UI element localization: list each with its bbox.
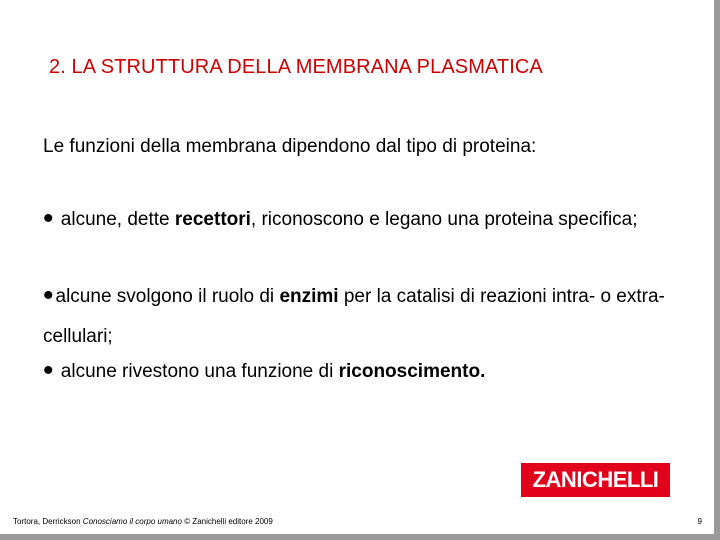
page-number: 9: [697, 517, 702, 526]
bullet-dot: •: [43, 354, 54, 387]
footer-publisher: © Zanichelli editore 2009: [181, 517, 273, 526]
intro-text: Le funzioni della membrana dipendono dal tipo di proteina:: [43, 136, 537, 157]
footer-authors: Tortora, Derrickson: [13, 517, 83, 526]
bullet-dot: •: [43, 202, 54, 235]
footer-book-title: Conosciamo il corpo umano: [82, 517, 182, 526]
bullet-item-receptors: [43, 200, 671, 240]
bullet-dot: •: [43, 279, 54, 312]
slide-title: 2. LA STRUTTURA DELLA MEMBRANA PLASMATICA: [49, 56, 543, 78]
zanichelli-logo: ZANICHELLI: [521, 463, 670, 497]
bullet-lead: alcune svolgono il ruolo di: [55, 286, 280, 307]
bullet-item-enzymes: [43, 277, 671, 357]
footer-credit: [13, 517, 273, 526]
bullet-bold: enzimi: [279, 286, 339, 307]
bullet-lead: alcune, dette: [55, 209, 175, 230]
bullet-lead: alcune rivestono una funzione di: [55, 361, 339, 382]
bullet-tail: , riconoscono e legano una proteina specifica;: [250, 209, 638, 230]
bullet-bold: recettori: [174, 209, 251, 230]
bullet-bold: riconoscimento.: [338, 361, 486, 382]
bullet-tail: per la catalisi di reazioni intra- o extra-cellulari;: [43, 286, 665, 347]
bullet-item-recognition: [43, 352, 671, 392]
